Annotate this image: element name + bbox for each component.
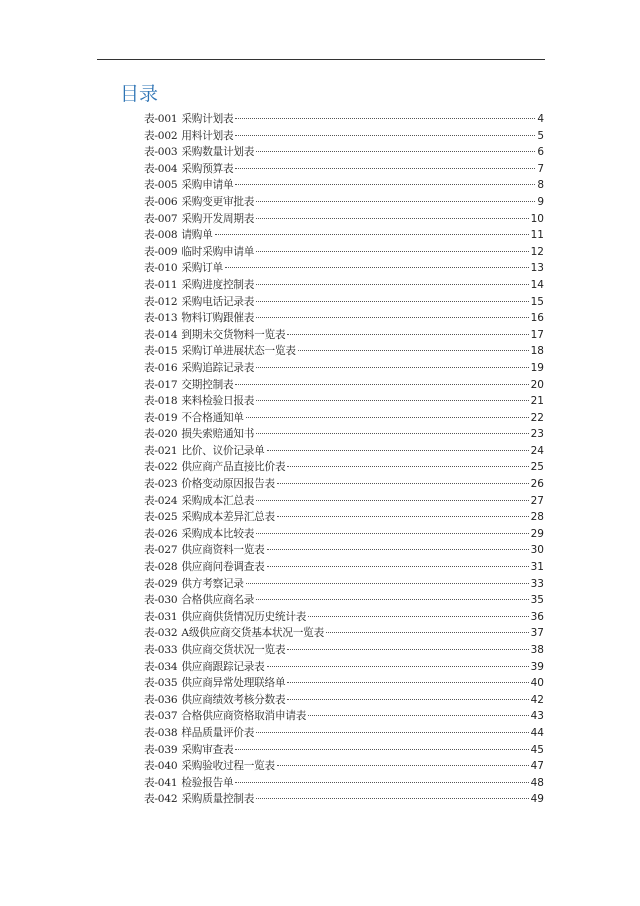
toc-dot-leader: [308, 616, 528, 617]
toc-entry-page-number: 6: [537, 146, 544, 159]
toc-entry[interactable]: [144, 509, 544, 526]
toc-entry-title: 供应商绩效考核分数表: [181, 693, 286, 706]
toc-entry[interactable]: [144, 161, 544, 178]
toc-dot-leader: [256, 251, 528, 252]
toc-entry-page-number: 22: [530, 411, 544, 424]
toc-entry-title: 供方考察记录: [181, 577, 244, 590]
toc-entry-title: 样品质量评价表: [181, 726, 255, 739]
toc-dot-leader: [256, 317, 528, 318]
toc-entry-page-number: 28: [530, 511, 544, 524]
toc-entry[interactable]: [144, 725, 544, 742]
toc-dot-leader: [256, 301, 528, 302]
toc-dot-leader: [326, 632, 529, 633]
toc-entry-title: 采购进度控制表: [181, 278, 255, 291]
toc-entry-title: 检验报告单: [181, 776, 234, 789]
toc-entry-code: 表-012: [144, 295, 178, 308]
toc-entry-page-number: 25: [530, 461, 544, 474]
toc-dot-leader: [287, 649, 528, 650]
toc-entry-title: 供应商问卷调查表: [181, 561, 265, 574]
toc-dot-leader: [256, 400, 528, 401]
toc-entry-page-number: 8: [537, 179, 544, 192]
toc-dot-leader: [287, 334, 528, 335]
toc-dot-leader: [256, 218, 528, 219]
toc-entry-page-number: 20: [530, 378, 544, 391]
toc-entry[interactable]: [144, 708, 544, 725]
toc-dot-leader: [235, 782, 528, 783]
toc-entry-title: 到期未交货物料一览表: [181, 328, 286, 341]
toc-entry-page-number: 4: [537, 113, 544, 125]
toc-entry-code: 表-015: [144, 345, 178, 358]
toc-entry-page-number: 21: [530, 395, 544, 408]
toc-dot-leader: [256, 732, 528, 733]
toc-dot-leader: [256, 533, 528, 534]
toc-entry[interactable]: [144, 443, 544, 460]
toc-entry-title: 采购计划表: [181, 113, 234, 125]
toc-dot-leader: [256, 367, 528, 368]
toc-entry[interactable]: [144, 559, 544, 576]
toc-dot-leader: [256, 201, 535, 202]
toc-dot-leader: [256, 284, 528, 285]
toc-entry-title: 采购审查表: [181, 743, 234, 756]
toc-entry[interactable]: [144, 642, 544, 659]
toc-entry-code: 表-036: [144, 693, 178, 706]
toc-entry-page-number: 45: [530, 743, 544, 756]
toc-entry[interactable]: [144, 526, 544, 543]
toc-entry-code: 表-018: [144, 395, 178, 408]
toc-dot-leader: [267, 666, 529, 667]
toc-entry-title: 交期控制表: [181, 378, 234, 391]
toc-dot-leader: [256, 599, 528, 600]
toc-list: [144, 111, 544, 808]
toc-entry-code: 表-004: [144, 162, 178, 175]
toc-entry[interactable]: [144, 377, 544, 394]
toc-entry-title: 采购开发周期表: [181, 212, 255, 225]
toc-entry-title: 采购数量计划表: [181, 146, 255, 159]
toc-entry-code: 表-023: [144, 478, 178, 491]
toc-entry-code: 表-003: [144, 146, 178, 159]
toc-entry[interactable]: [144, 360, 544, 377]
toc-entry-page-number: 39: [530, 660, 544, 673]
toc-entry-title: 采购订单进展状态一览表: [181, 345, 296, 358]
toc-entry-page-number: 27: [530, 494, 544, 507]
toc-entry-page-number: 12: [530, 245, 544, 258]
header-rule: [97, 59, 545, 60]
toc-dot-leader: [287, 682, 528, 683]
toc-entry-code: 表-024: [144, 494, 178, 507]
toc-entry[interactable]: [144, 327, 544, 344]
toc-dot-leader: [287, 699, 528, 700]
toc-dot-leader: [246, 417, 529, 418]
toc-entry[interactable]: [144, 493, 544, 510]
toc-entry-title: 供应商交货状况一览表: [181, 644, 286, 656]
toc-entry[interactable]: [144, 476, 544, 493]
toc-dot-leader: [277, 765, 529, 766]
toc-dot-leader: [235, 184, 535, 185]
toc-entry-page-number: 40: [530, 677, 544, 690]
toc-entry-title: 供应商异常处理联络单: [181, 677, 286, 690]
toc-entry-code: 表-013: [144, 312, 178, 325]
toc-entry-page-number: 47: [530, 760, 544, 773]
toc-dot-leader: [308, 715, 528, 716]
toc-entry-page-number: 48: [530, 776, 544, 789]
toc-entry-title: 采购预算表: [181, 162, 234, 175]
toc-entry[interactable]: [144, 592, 544, 609]
toc-entry-title: 损失索赔通知书: [181, 428, 255, 441]
toc-entry-page-number: 5: [537, 129, 544, 142]
toc-entry-page-number: 17: [530, 328, 544, 341]
toc-entry-code: 表-005: [144, 179, 178, 192]
toc-dot-leader: [277, 516, 529, 517]
toc-entry-page-number: 42: [530, 693, 544, 706]
toc-entry[interactable]: [144, 260, 544, 277]
toc-dot-leader: [267, 566, 529, 567]
toc-entry-code: 表-022: [144, 461, 178, 474]
toc-entry[interactable]: [144, 128, 544, 145]
toc-entry-title: 请购单: [181, 229, 213, 242]
toc-dot-leader: [267, 450, 529, 451]
toc-entry[interactable]: [144, 310, 544, 327]
toc-title: 目录: [120, 83, 159, 105]
toc-entry-title: 合格供应商名录: [181, 594, 255, 607]
toc-entry[interactable]: [144, 426, 544, 443]
toc-entry-title: 价格变动原因报告表: [181, 478, 275, 491]
toc-entry[interactable]: [144, 410, 544, 427]
toc-entry-title: 采购追踪记录表: [181, 361, 255, 374]
toc-entry-code: 表-016: [144, 361, 178, 374]
toc-entry-page-number: 38: [530, 644, 544, 656]
toc-entry-code: 表-007: [144, 212, 178, 225]
toc-entry[interactable]: [144, 244, 544, 261]
toc-entry-code: 表-032: [144, 627, 178, 640]
toc-entry-title: 采购申请单: [181, 179, 234, 192]
toc-entry-page-number: 43: [530, 710, 544, 723]
toc-entry[interactable]: [144, 742, 544, 759]
toc-entry-code: 表-031: [144, 610, 178, 623]
toc-entry-page-number: 36: [530, 610, 544, 623]
toc-entry-code: 表-028: [144, 561, 178, 574]
toc-entry-page-number: 26: [530, 478, 544, 491]
toc-entry[interactable]: [144, 692, 544, 709]
toc-entry-title: 采购订单: [181, 262, 223, 275]
toc-entry-code: 表-035: [144, 677, 178, 690]
toc-entry-page-number: 23: [530, 428, 544, 441]
toc-entry-code: 表-025: [144, 511, 178, 524]
toc-dot-leader: [235, 749, 528, 750]
toc-entry-title: 采购变更审批表: [181, 195, 255, 208]
toc-entry[interactable]: [144, 177, 544, 194]
toc-dot-leader: [246, 583, 529, 584]
toc-dot-leader: [235, 384, 528, 385]
toc-entry-code: 表-006: [144, 195, 178, 208]
toc-entry-code: 表-027: [144, 544, 178, 557]
toc-entry[interactable]: [144, 791, 544, 808]
toc-entry-code: 表-039: [144, 743, 178, 756]
toc-entry-title: 来料检验日报表: [181, 395, 255, 408]
toc-entry-code: 表-042: [144, 793, 178, 806]
toc-entry-code: 表-001: [144, 113, 178, 125]
toc-entry[interactable]: [144, 393, 544, 410]
toc-entry[interactable]: [144, 675, 544, 692]
toc-entry-title: A级供应商交货基本状况一览表: [181, 627, 324, 640]
toc-entry[interactable]: [144, 211, 544, 228]
toc-entry-code: 表-008: [144, 229, 178, 242]
toc-dot-leader: [287, 466, 528, 467]
toc-entry[interactable]: [144, 542, 544, 559]
toc-entry-code: 表-021: [144, 444, 178, 457]
toc-entry-title: 采购成本比较表: [181, 527, 255, 540]
toc-entry-title: 不合格通知单: [181, 411, 244, 424]
toc-dot-leader: [235, 135, 535, 136]
toc-entry-title: 供应商供货情况历史统计表: [181, 610, 307, 623]
toc-entry-page-number: 7: [537, 162, 544, 175]
toc-entry-page-number: 35: [530, 594, 544, 607]
toc-entry-page-number: 9: [537, 195, 544, 208]
toc-entry-page-number: 30: [530, 544, 544, 557]
toc-entry-page-number: 49: [530, 793, 544, 806]
toc-entry-page-number: 44: [530, 726, 544, 739]
toc-entry-code: 表-037: [144, 710, 178, 723]
toc-entry-code: 表-026: [144, 527, 178, 540]
toc-entry-page-number: 13: [530, 262, 544, 275]
toc-entry-title: 采购质量控制表: [181, 793, 255, 806]
toc-entry-page-number: 19: [530, 361, 544, 374]
toc-entry-page-number: 24: [530, 444, 544, 457]
toc-entry-page-number: 37: [530, 627, 544, 640]
toc-entry[interactable]: [144, 294, 544, 311]
toc-entry-code: 表-038: [144, 726, 178, 739]
toc-entry-code: 表-019: [144, 411, 178, 424]
toc-entry-title: 采购成本汇总表: [181, 494, 255, 507]
toc-entry-title: 供应商跟踪记录表: [181, 660, 265, 673]
toc-entry-title: 物料订购跟催表: [181, 312, 255, 325]
toc-entry-code: 表-033: [144, 644, 178, 656]
toc-entry-code: 表-002: [144, 129, 178, 142]
toc-dot-leader: [267, 549, 529, 550]
toc-dot-leader: [235, 118, 535, 119]
toc-entry[interactable]: [144, 144, 544, 161]
toc-entry-title: 供应商产品直接比价表: [181, 461, 286, 474]
toc-dot-leader: [256, 798, 528, 799]
toc-entry[interactable]: [144, 459, 544, 476]
toc-entry[interactable]: [144, 343, 544, 360]
toc-entry[interactable]: [144, 111, 544, 128]
toc-entry-page-number: 29: [530, 527, 544, 540]
toc-entry[interactable]: [144, 775, 544, 792]
toc-entry-page-number: 11: [530, 229, 544, 242]
toc-entry-title: 供应商资料一览表: [181, 544, 265, 557]
toc-entry-page-number: 14: [530, 278, 544, 291]
toc-entry-title: 采购验收过程一览表: [181, 760, 275, 773]
toc-dot-leader: [225, 267, 529, 268]
toc-entry-code: 表-017: [144, 378, 178, 391]
toc-entry-title: 采购电话记录表: [181, 295, 255, 308]
toc-dot-leader: [277, 483, 529, 484]
toc-dot-leader: [215, 234, 529, 235]
toc-entry-code: 表-030: [144, 594, 178, 607]
toc-entry[interactable]: [144, 758, 544, 775]
toc-entry-code: 表-020: [144, 428, 178, 441]
toc-entry-code: 表-011: [144, 278, 178, 291]
toc-entry-code: 表-014: [144, 328, 178, 341]
toc-entry-title: 合格供应商资格取消申请表: [181, 710, 307, 723]
toc-entry[interactable]: [144, 609, 544, 626]
toc-dot-leader: [298, 350, 529, 351]
toc-entry-title: 比价、议价记录单: [181, 444, 265, 457]
toc-dot-leader: [256, 433, 528, 434]
toc-entry-title: 用料计划表: [181, 129, 234, 142]
toc-entry[interactable]: [144, 194, 544, 211]
toc-entry[interactable]: [144, 227, 544, 244]
toc-dot-leader: [256, 151, 535, 152]
toc-entry[interactable]: [144, 277, 544, 294]
toc-entry-title: 临时采购申请单: [181, 245, 255, 258]
toc-entry-page-number: 31: [530, 561, 544, 574]
toc-dot-leader: [235, 168, 535, 169]
toc-entry-code: 表-010: [144, 262, 178, 275]
toc-entry[interactable]: [144, 625, 544, 642]
toc-entry-code: 表-029: [144, 577, 178, 590]
toc-entry-code: 表-041: [144, 776, 178, 789]
toc-entry-page-number: 18: [530, 345, 544, 358]
toc-entry-code: 表-040: [144, 760, 178, 773]
toc-entry-page-number: 33: [530, 577, 544, 590]
toc-entry-page-number: 15: [530, 295, 544, 308]
toc-entry-title: 采购成本差异汇总表: [181, 511, 275, 524]
toc-dot-leader: [256, 500, 528, 501]
toc-entry[interactable]: [144, 659, 544, 676]
toc-entry-page-number: 16: [530, 312, 544, 325]
toc-entry-page-number: 10: [530, 212, 544, 225]
toc-entry-code: 表-034: [144, 660, 178, 673]
toc-entry-code: 表-009: [144, 245, 178, 258]
toc-entry[interactable]: [144, 576, 544, 593]
